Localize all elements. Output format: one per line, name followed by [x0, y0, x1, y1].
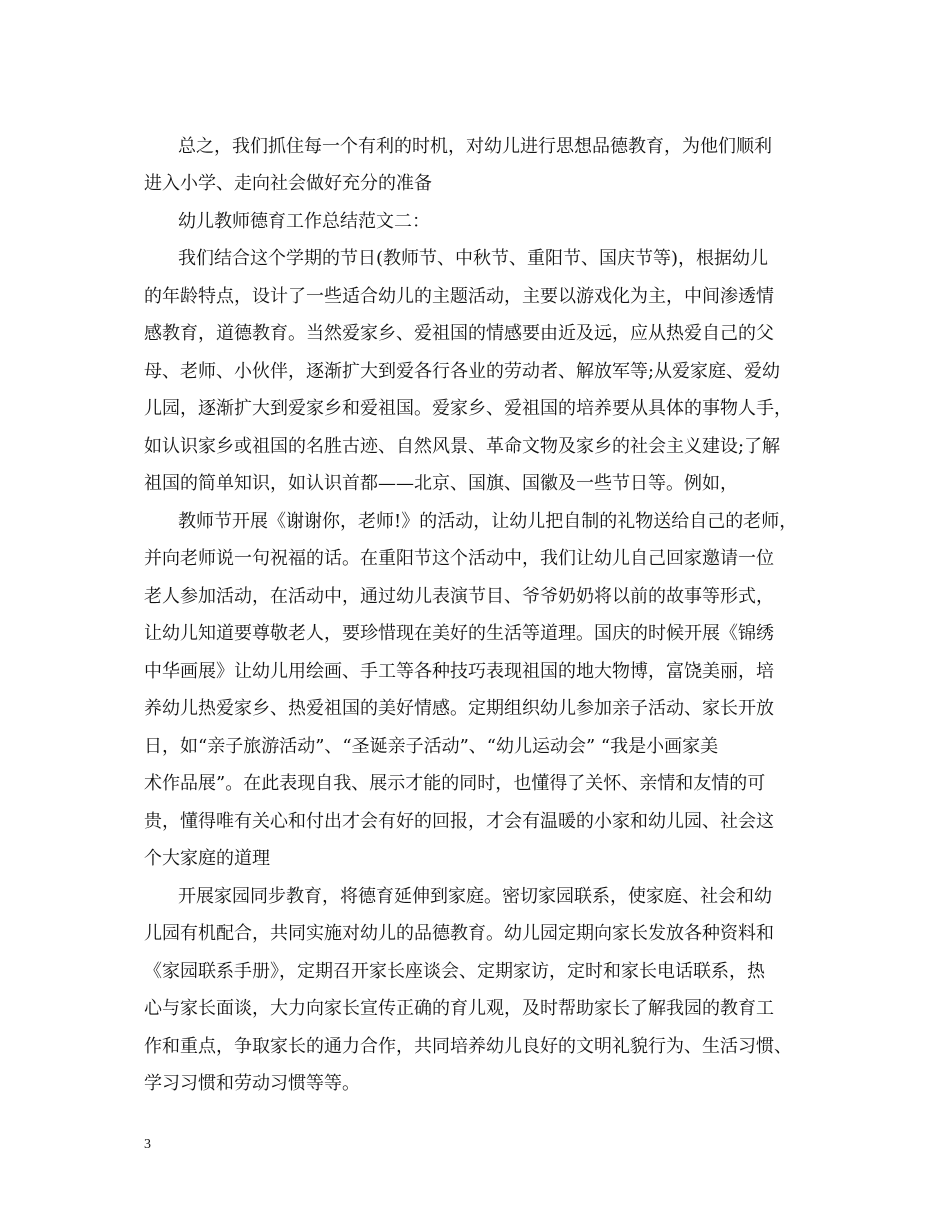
text-line: 教师节开展《谢谢你，老师!》的活动，让幼儿把自制的礼物送给自己的老师，	[178, 511, 798, 532]
page-number: 3	[144, 1137, 151, 1152]
text-line: 术作品展”。在此表现自我、展示才能的同时，也懂得了关怀、亲情和友情的可	[144, 773, 766, 794]
text-line: 个大家庭的道理	[144, 848, 270, 869]
text-line: 并向老师说一句祝福的话。在重阳节这个活动中，我们让幼儿自己回家邀请一位	[144, 548, 774, 569]
text-line: 祖国的简单知识，如认识首都——北京、国旗、国徽及一些节日等。例如，	[144, 473, 738, 494]
text-line: 心与家长面谈，大力向家长宣传正确的育儿观，及时帮助家长了解我园的教育工	[144, 998, 774, 1019]
text-line: 贵，懂得唯有关心和付出才会有好的回报，才会有温暖的小家和幼儿园、社会这	[144, 811, 774, 832]
text-line: 的年龄特点，设计了一些适合幼儿的主题活动，主要以游戏化为主，中间渗透情	[144, 286, 774, 307]
text-line: 进入小学、走向社会做好充分的准备	[144, 173, 432, 194]
text-line: 《家园联系手册》，定期召开家长座谈会、定期家访，定时和家长电话联系，热	[144, 961, 765, 982]
text-line: 开展家园同步教育，将德育延伸到家庭。密切家园联系，使家庭、社会和幼	[178, 886, 772, 907]
text-line: 如认识家乡或祖国的名胜古迹、自然风景、革命文物及家乡的社会主义建设;了解	[144, 436, 781, 457]
text-line: 母、老师、小伙伴，逐渐扩大到爱各行各业的劳动者、解放军等;从爱家庭、爱幼	[144, 361, 781, 382]
section-heading: 幼儿教师德育工作总结范文二：	[178, 211, 430, 232]
text-line: 养幼儿热爱家乡、热爱祖国的美好情感。定期组织幼儿参加亲子活动、家长开放	[144, 698, 774, 719]
text-line: 让幼儿知道要尊敬老人，要珍惜现在美好的生活等道理。国庆的时候开展《锦绣	[144, 623, 774, 644]
text-line: 学习习惯和劳动习惯等等。	[144, 1073, 360, 1094]
text-line: 感教育，道德教育。当然爱家乡、爱祖国的情感要由近及远，应从热爱自己的父	[144, 323, 774, 344]
text-line: 中华画展》让幼儿用绘画、手工等各种技巧表现祖国的地大物博，富饶美丽，培	[144, 661, 774, 682]
text-line: 我们结合这个学期的节日(教师节、中秋节、重阳节、国庆节等)，根据幼儿	[178, 248, 769, 269]
text-line: 总之，我们抓住每一个有利的时机，对幼儿进行思想品德教育，为他们顺利	[178, 136, 772, 157]
text-line: 日，如“亲子旅游活动”、“圣诞亲子活动”、“幼儿运动会” “我是小画家美	[144, 736, 719, 757]
text-line: 作和重点，争取家长的通力合作，共同培养幼儿良好的文明礼貌行为、生活习惯、	[144, 1036, 792, 1057]
text-line: 老人参加活动，在活动中，通过幼儿表演节目、爷爷奶奶将以前的故事等形式，	[144, 586, 774, 607]
text-line: 儿园有机配合，共同实施对幼儿的品德教育。幼儿园定期向家长发放各种资料和	[144, 923, 774, 944]
text-line: 儿园，逐渐扩大到爱家乡和爱祖国。爱家乡、爱祖国的培养要从具体的事物人手，	[144, 398, 792, 419]
